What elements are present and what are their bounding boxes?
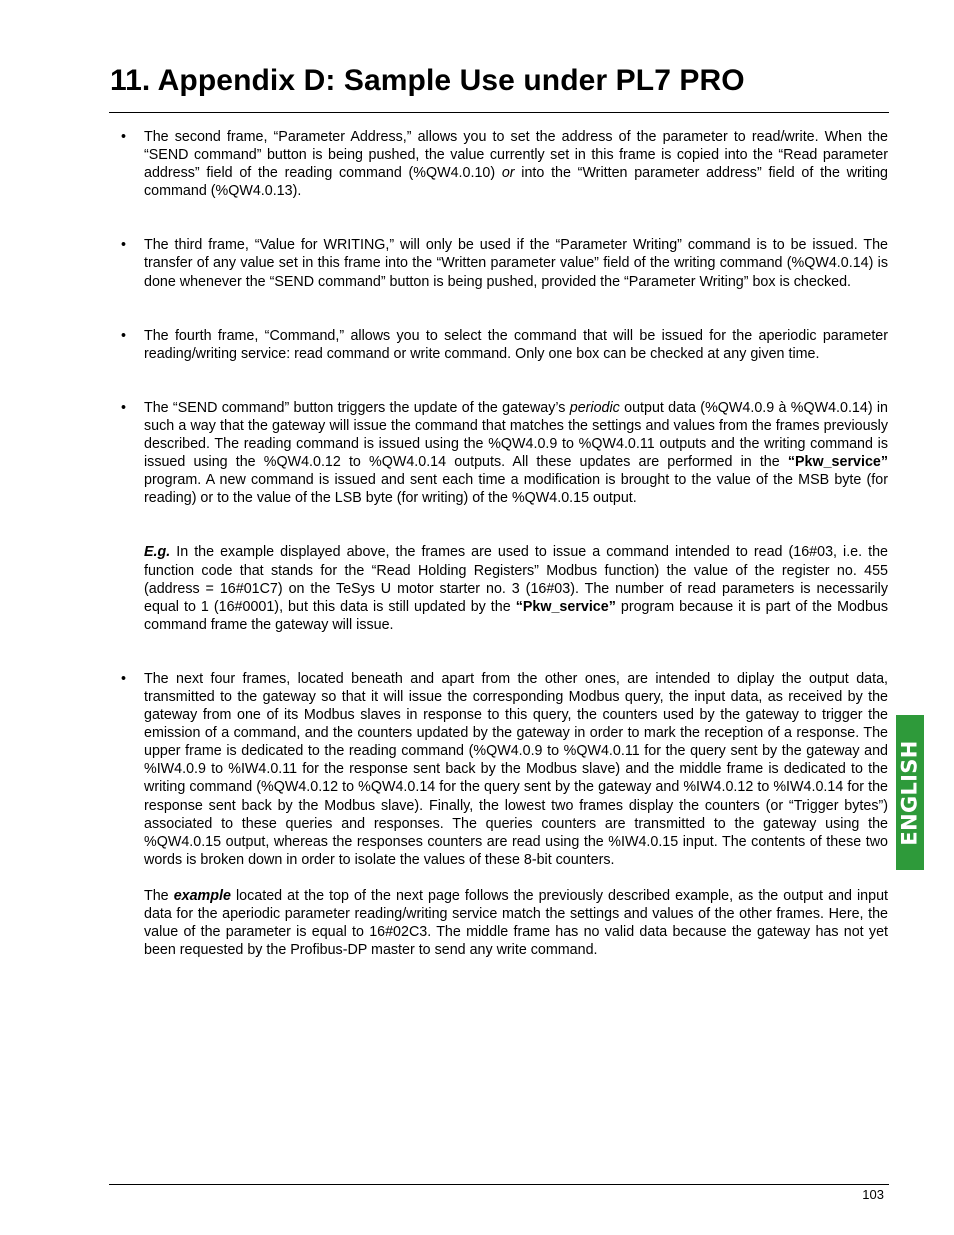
page-title: 11. Appendix D: Sample Use under PL7 PRO xyxy=(110,64,745,97)
text: In the example displayed above, the frames are used to issue a command intended to read (16#03, i.e. the function code that stands for the “Read Holding Registers” Modbus function) the value of the register no. 455 (address = 16#01C7) on the TeSys U motor starter no. 3 (16#03). The number of read parameters is necessarily equal to 1 (16#0001), but this data is still updated by the xyxy=(144,544,888,615)
spacer xyxy=(144,200,888,236)
bullet-next-four-frames xyxy=(144,670,888,869)
text: program. A new command is issued and sent each time a modification is brought to the value of the MSB byte (for reading) or to the value of the LSB byte (for writing) of the %QW4.0.15 output. xyxy=(144,472,888,507)
bullet-command xyxy=(144,327,888,363)
example-label: E.g. xyxy=(144,544,171,561)
footer-divider xyxy=(109,1184,889,1185)
language-tab-label: ENGLISH xyxy=(898,739,922,846)
page-number: 103 xyxy=(862,1187,884,1202)
spacer xyxy=(144,507,888,543)
text: into the “Written parameter address” field of the writing command (%QW4.0.13). xyxy=(144,165,888,200)
spacer xyxy=(144,634,888,670)
emphasis: periodic xyxy=(569,399,620,416)
example-keyword: example xyxy=(173,887,231,904)
text: The fourth frame, “Command,” allows you to select the command that will be issued for the aperiodic parameter reading/writing service: read command or write command. Only one box can be checked at any given time. xyxy=(144,327,888,362)
text: output data (%QW4.0.9 à %QW4.0.14) in such a way that the gateway will issue the command that matches the settings and values from the frames previously described. The reading command is issued using the %QW4.0.9 to %QW4.0.11 outputs and the writing command is issued using the %QW4.0.12 to %QW4.0.14 outputs. All these updates are performed in the xyxy=(144,399,888,471)
bullet-parameter-address xyxy=(144,128,888,200)
text: program because it is part of the Modbus command frame the gateway will issue. xyxy=(144,598,888,633)
spacer xyxy=(144,291,888,327)
language-tab xyxy=(896,715,924,870)
text: The “SEND command” button triggers the update of the gateway’s xyxy=(144,399,570,416)
page-body xyxy=(144,128,888,959)
text: The second frame, “Parameter Address,” allows you to set the address of the parameter to read/write. When the “SEND command” button is being pushed, the value currently set in this frame is copied into the “Read parameter address” field of the reading command (%QW4.0.10) xyxy=(144,129,888,182)
text: The third frame, “Value for WRITING,” will only be used if the “Parameter Writing” command is to be issued. The transfer of any value set in this frame into the “Written parameter value” field of the writing command (%QW4.0.14) is done whenever the “SEND command” button is being pushed, provided the “Parameter Writing” box is checked. xyxy=(144,237,888,290)
emphasis: or xyxy=(501,165,515,182)
text: The next four frames, located beneath and apart from the other ones, are intended to diplay the output data, transmitted to the gateway so that it will issue the corresponding Modbus query, the input data, as received by the gateway from one of its Modbus slaves in response to this query, the counters used by the gateway to trigger the emission of a command, and the counters updated by the gateway in order to mark the reception of a response. The upper frame is dedicated to the reading command (%QW4.0.9 to %QW4.0.11 for the query sent by the gateway and %IW4.0.9 to %IW4.0.11 for the response sent back by the Modbus slave) and the middle frame is dedicated to the writing command (%QW4.0.12 to %QW4.0.14 for the query sent by the gateway and %IW4.0.12 to %IW4.0.14 for the response sent back by the Modbus slave). Finally, the lowest two frames display the counters (or “Trigger bytes”) associated to these queries and responses. The queries counters are transmitted to the gateway using the %QW4.0.15 output, whereas the responses counters are read using the %IW4.0.15 input. The contents of these two words is broken down in order to isolate the values of these 8-bit counters. xyxy=(144,670,888,868)
bullet-value-for-writing xyxy=(144,236,888,290)
title-divider xyxy=(109,112,889,113)
program-name: “Pkw_service” xyxy=(515,598,616,615)
text: located at the top of the next page follows the previously described example, as the output and input data for the aperiodic parameter reading/writing service match the settings and values of the other frames. Here, the value of the parameter is equal to 16#02C3. The middle frame has no valid data because the gateway has not yet been requested by the Profibus-DP master to send any write command. xyxy=(144,887,888,959)
example-paragraph xyxy=(144,543,888,633)
spacer xyxy=(144,869,888,887)
text: The xyxy=(144,887,174,904)
spacer xyxy=(144,363,888,399)
program-name: “Pkw_service” xyxy=(787,454,888,471)
bullet-send-command xyxy=(144,399,888,508)
example-reference-paragraph xyxy=(144,887,888,959)
